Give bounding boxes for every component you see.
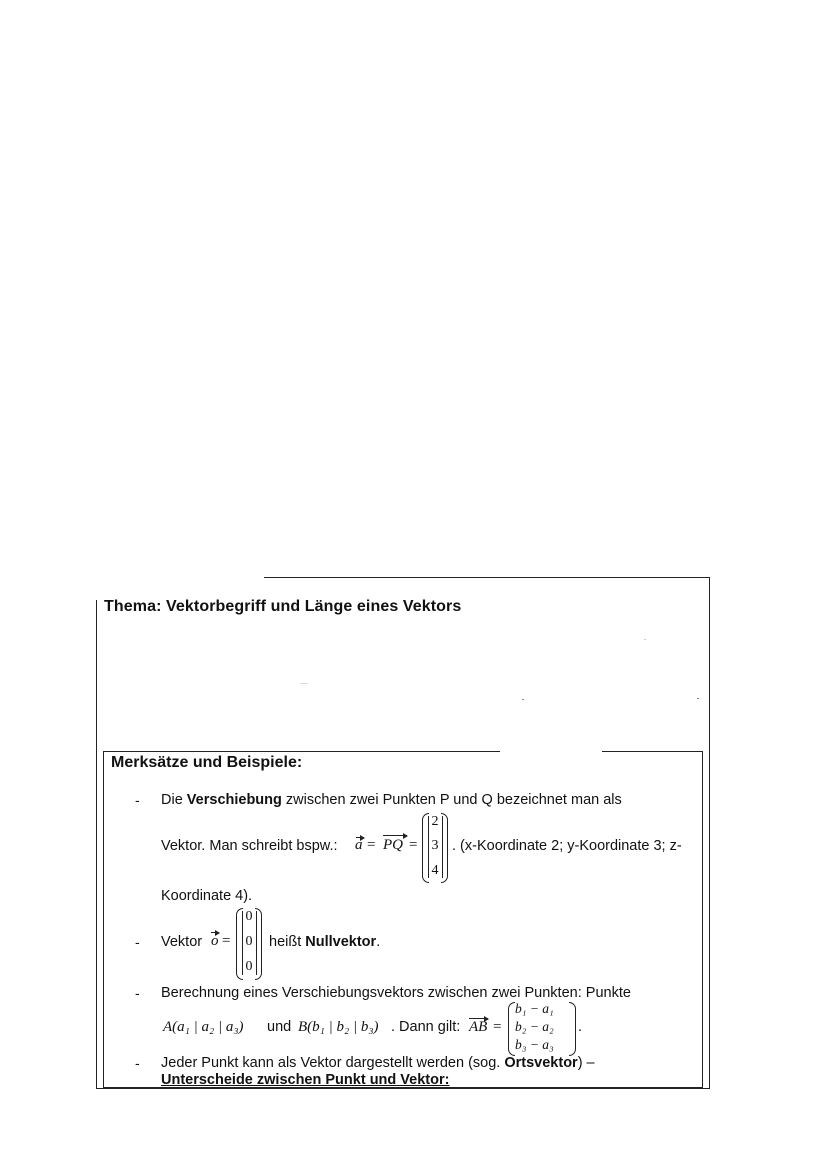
equals-sign: = (367, 837, 376, 853)
vector-o: o (211, 933, 219, 949)
und-text: und (267, 1019, 292, 1035)
vector-component: b₃ − a₃ (515, 1037, 554, 1052)
term-ortsvektor: Ortsvektor (504, 1055, 578, 1071)
vector-component: 0 (245, 934, 253, 949)
scan-speck (300, 683, 308, 684)
text-span: Die (161, 792, 187, 808)
frame-top-border (264, 577, 710, 578)
item2-post (269, 934, 380, 950)
page-title: Thema: Vektorbegriff und Länge eines Vektors (104, 598, 462, 615)
bullet-dash: - (135, 985, 140, 1001)
bullet-dash: - (135, 792, 140, 808)
period: . (578, 1019, 583, 1035)
section-title: Merksätze und Beispiele: (111, 754, 303, 771)
item1-line2-post: . (x-Koordinate 2; y-Koordinate 3; z- (452, 838, 682, 854)
frame-left-border (96, 600, 97, 1089)
item2-pre: Vektor (161, 934, 203, 950)
text-span: heißt (269, 934, 306, 950)
item4-line1 (161, 1055, 595, 1071)
vector-ab: AB (469, 1019, 488, 1035)
box-top-border (602, 751, 703, 752)
text-span: ) – (577, 1055, 595, 1071)
text-span: Jeder Punkt kann als Vektor dargestellt werden (sog. (161, 1055, 505, 1071)
left-paren (508, 1002, 515, 1056)
equals-sign: = (409, 837, 418, 853)
item4-line2: Unterscheide zwischen Punkt und Vektor: (161, 1072, 450, 1088)
vector-component: 0 (245, 959, 253, 974)
point-a: A(a₁ | a₂ | a₃) (163, 1019, 244, 1035)
vector-a: a (355, 837, 363, 853)
scan-speck (644, 639, 646, 640)
vector-component: b₂ − a₂ (515, 1019, 554, 1034)
scan-speck (697, 698, 699, 699)
text-span: . (376, 934, 381, 950)
item1-line2-pre: Vektor. Man schreibt bspw.: (161, 838, 338, 854)
bullet-dash: - (135, 934, 140, 950)
vector-arrow-icon (383, 835, 407, 836)
item1-line1 (161, 792, 622, 808)
item1-line3: Koordinate 4). (161, 888, 253, 904)
right-paren (255, 908, 262, 980)
term-verschiebung: Verschiebung (186, 792, 282, 808)
vector-component: 2 (431, 814, 439, 829)
scan-speck (522, 699, 524, 700)
point-b: B(b₁ | b₂ | b₃) (298, 1019, 379, 1035)
vector-pq: PQ (383, 837, 403, 853)
right-paren (569, 1002, 576, 1056)
vector-component: 3 (431, 838, 439, 853)
equals-sign: = (222, 933, 231, 949)
equals-sign: = (493, 1019, 502, 1035)
right-paren (441, 813, 448, 883)
item3-line1: Berechnung eines Verschiebungsvektors zwischen zwei Punkten: Punkte (161, 985, 631, 1001)
vector-component: b₁ − a₁ (515, 1001, 554, 1016)
vector-component: 4 (431, 863, 439, 878)
term-nullvektor: Nullvektor (305, 934, 377, 950)
vector-component: 0 (245, 909, 253, 924)
bullet-dash: - (135, 1055, 140, 1071)
text-span: zwischen zwei Punkten P und Q bezeichnet man als (281, 792, 622, 808)
dann-gilt-text: . Dann gilt: (391, 1019, 461, 1035)
box-top-border (103, 751, 500, 752)
